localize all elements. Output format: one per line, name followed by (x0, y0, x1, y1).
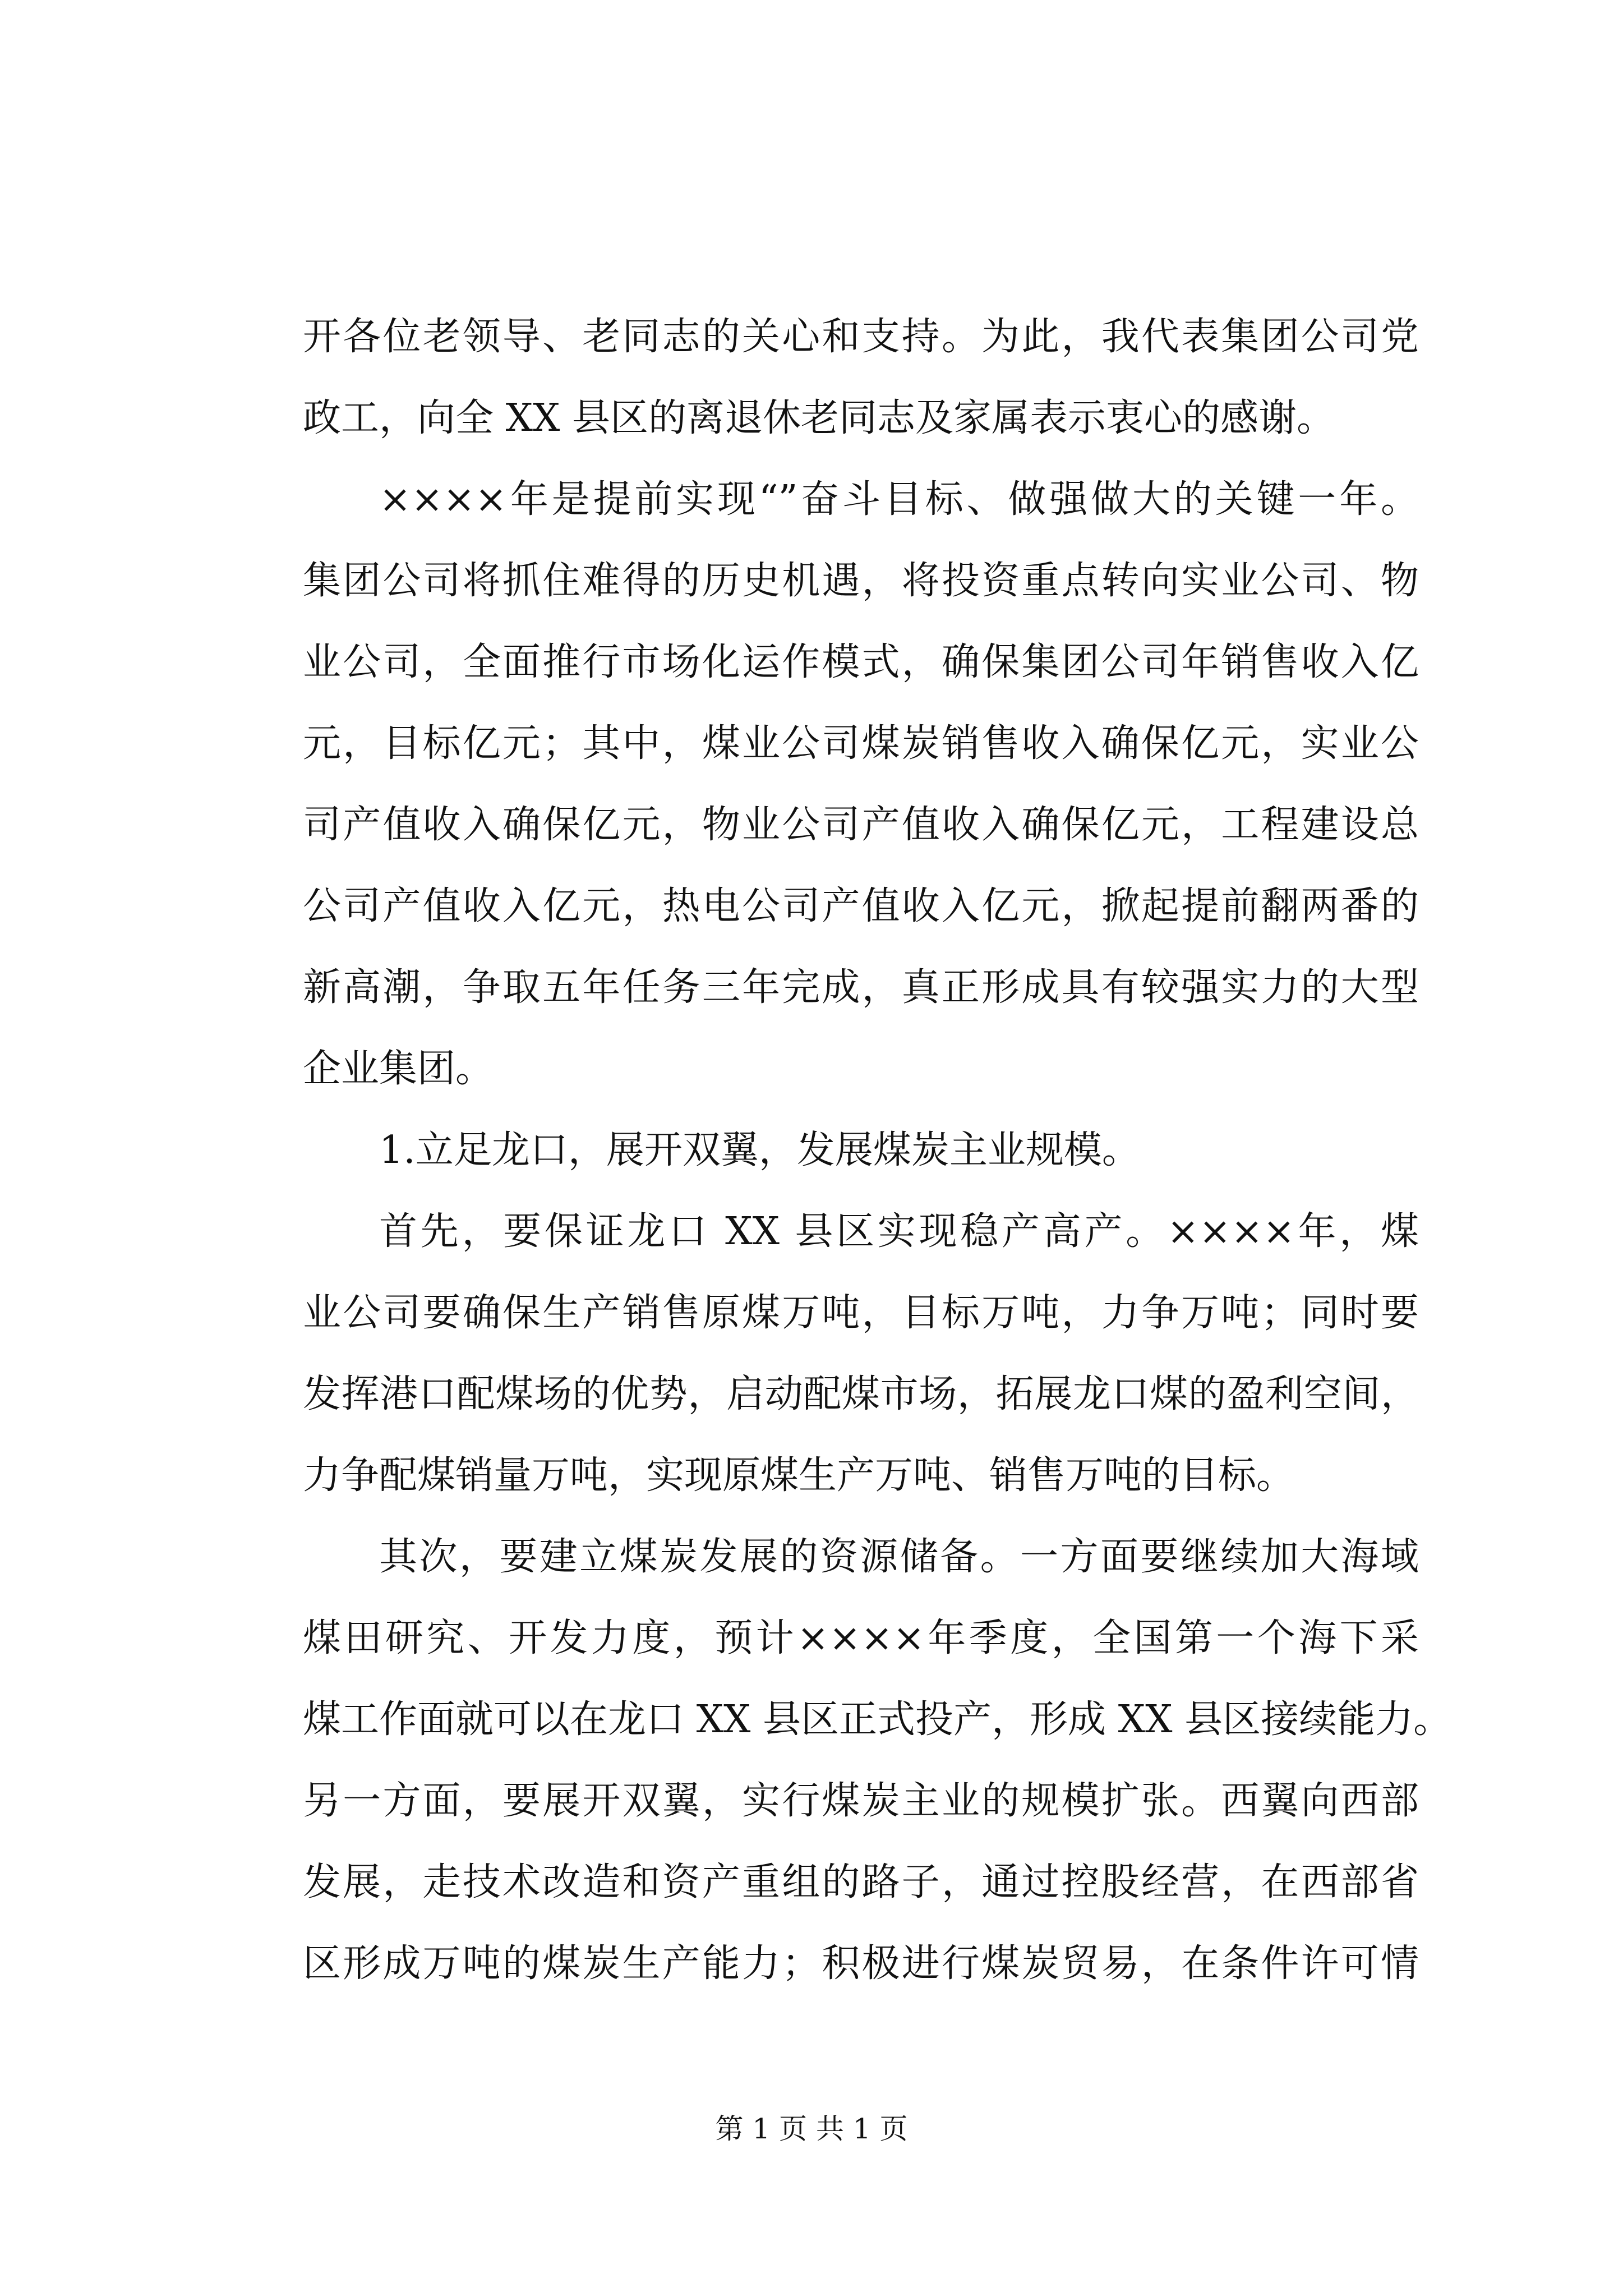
text-line: 煤工作面就可以在龙口 XX 县区正式投产，形成 XX 县区接续能力。 (303, 1697, 1452, 1742)
paragraph-first-line: 首先，要保证龙口 XX 县区实现稳产高产。××××年，煤 (379, 1209, 1419, 1254)
text-line: 司产值收入确保亿元，物业公司产值收入确保亿元，工程建设总 (303, 803, 1419, 847)
text-line: 发展，走技术改造和资产重组的路子，通过控股经营，在西部省 (303, 1860, 1419, 1904)
text-line: 开各位老领导、老同志的关心和支持。为此，我代表集团公司党 (303, 315, 1419, 359)
text-line: 力争配煤销量万吨，实现原煤生产万吨、销售万吨的目标。 (303, 1453, 1295, 1498)
section-heading: 1.立足龙口，展开双翼，发展煤炭主业规模。 (379, 1128, 1140, 1172)
text-line: 元，目标亿元；其中，煤业公司煤炭销售收入确保亿元，实业公 (303, 721, 1419, 766)
text-line: 发挥港口配煤场的优势，启动配煤市场，拓展龙口煤的盈利空间， (303, 1372, 1419, 1416)
text-line: 业公司，全面推行市场化运作模式，确保集团公司年销售收入亿 (303, 640, 1419, 684)
text-line: 区形成万吨的煤炭生产能力；积极进行煤炭贸易，在条件许可情 (303, 1941, 1419, 1986)
text-line: 政工，向全 XX 县区的离退休老同志及家属表示衷心的感谢。 (303, 396, 1335, 440)
text-line: 另一方面，要展开双翼，实行煤炭主业的规模扩张。西翼向西部 (303, 1779, 1419, 1823)
text-line: 煤田研究、开发力度，预计××××年季度，全国第一个海下采 (303, 1616, 1419, 1660)
text-line: 集团公司将抓住难得的历史机遇，将投资重点转向实业公司、物 (303, 559, 1419, 603)
paragraph-first-line: 其次，要建立煤炭发展的资源储备。一方面要继续加大海域 (379, 1535, 1419, 1579)
text-line: 公司产值收入亿元，热电公司产值收入亿元，掀起提前翻两番的 (303, 884, 1419, 928)
text-line: 新高潮，争取五年任务三年完成，真正形成具有较强实力的大型 (303, 965, 1419, 1010)
text-line: 业公司要确保生产销售原煤万吨，目标万吨，力争万吨；同时要 (303, 1291, 1419, 1335)
document-body (303, 296, 1452, 2004)
page-footer (0, 2112, 1623, 2146)
paragraph-first-line: ××××年是提前实现“”奋斗目标、做强做大的关键一年。 (379, 477, 1419, 522)
text-line: 企业集团。 (303, 1047, 494, 1091)
page-number-text: 第 1 页 共 1 页 (715, 2113, 908, 2145)
